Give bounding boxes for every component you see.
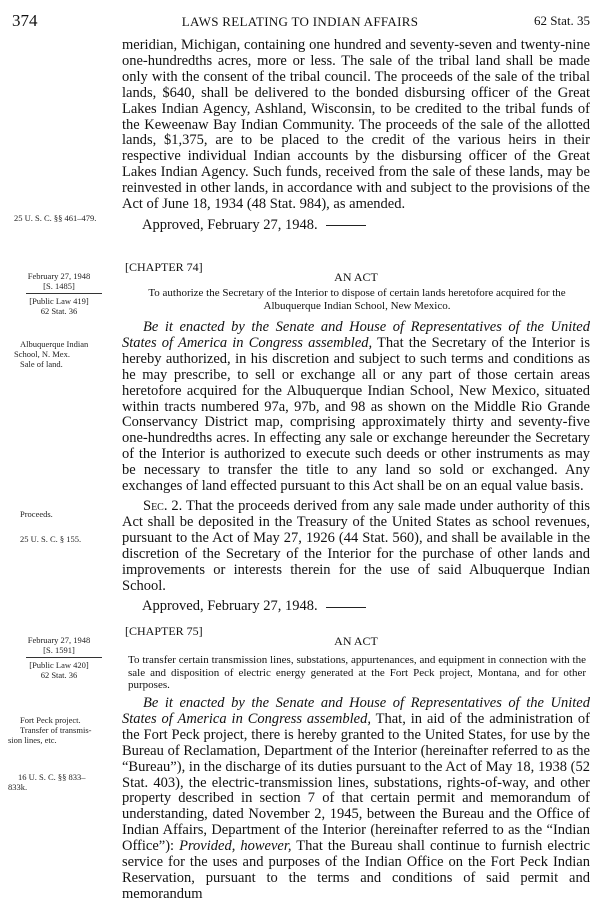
chapter-75-heading: [CHAPTER 75]	[125, 624, 203, 638]
approval-line	[122, 598, 590, 614]
chapter-74-body	[122, 320, 590, 614]
margin-date: February 27, 1948	[27, 271, 91, 281]
margin-divider	[26, 293, 102, 294]
approval-line	[122, 217, 590, 233]
act-purpose: To transfer certain transmission lines, substations, appurtenances, and equipment in connection with the sale and disposition of electric energy generated at the Fort Peck project, Montana, and for other purposes.	[128, 654, 586, 691]
margin-citation: 833k.	[8, 782, 28, 792]
divider-rule	[326, 607, 366, 608]
enacting-clause: Be it enacted by the Senate and House of Representatives of the United States of America in Congress assembled,	[122, 695, 590, 727]
margin-citation: 25 U. S. C. §§ 461–479.	[14, 213, 97, 223]
section-2-label: Sec. 2.	[143, 497, 183, 514]
enacting-clause: Be it enacted by the Senate and House of Representatives of the United States of America in Congress assembled,	[122, 319, 590, 351]
margin-statute: 62 Stat. 36	[40, 670, 78, 680]
section-2-paragraph	[122, 499, 590, 594]
margin-note: Albuquerque Indian	[20, 339, 89, 349]
an-act-heading: AN ACT	[334, 270, 378, 284]
margin-note: Transfer of transmis-	[20, 725, 92, 735]
margin-note: sion lines, etc.	[8, 735, 57, 745]
margin-date: February 27, 1948	[27, 635, 91, 645]
an-act-heading: AN ACT	[334, 634, 378, 648]
margin-note: Fort Peck project.	[20, 715, 81, 725]
statute-reference: 62 Stat. 35	[534, 13, 590, 28]
section-1-text-continued: That the Bureau shall continue to furnish electric service for the uses and purposes of the Indian Office on the Fort Peck Indian Reservation, pursuant to the terms and conditions of said permit and memorandum	[122, 838, 590, 902]
margin-note: School, N. Mex.	[14, 349, 70, 359]
chapter-74-heading: [CHAPTER 74]	[125, 260, 203, 274]
margin-citation: 16 U. S. C. §§ 833–	[18, 772, 86, 782]
proviso: Provided, however,	[179, 838, 292, 855]
margin-note-proceeds: Proceeds.	[20, 509, 53, 519]
page-header	[10, 11, 590, 31]
running-title: LAWS RELATING TO INDIAN AFFAIRS	[181, 14, 419, 29]
act-purpose: To authorize the Secretary of the Interior to dispose of certain lands heretofore acquired for the Albuquerque Indian School, New Mexico.	[148, 287, 566, 312]
margin-bill-number: [S. 1591]	[43, 645, 75, 655]
continued-text-block	[122, 38, 590, 233]
approval-text: Approved, February 27, 1948.	[142, 598, 318, 615]
margin-citation: 25 U. S. C. § 155.	[20, 534, 82, 544]
section-2-text: That the proceeds derived from any sale made under authority of this Act shall be deposited in the Treasury of the United States as school revenues, pursuant to the Act of May 27, 1926 (44 Stat. 560), and shall be available in the discretion of the Secretary of the Interior for the purchase of other lands and improvements or interests therein for the use of said Albuquerque Indian School.	[122, 497, 590, 594]
margin-note: Sale of land.	[20, 359, 63, 369]
margin-public-law: [Public Law 419]	[29, 296, 89, 306]
page-number: 374	[12, 11, 38, 30]
divider-rule	[326, 225, 366, 226]
margin-bill-number: [S. 1485]	[43, 281, 75, 291]
approval-text: Approved, February 27, 1948.	[142, 216, 318, 233]
body-paragraph: meridian, Michigan, containing one hundred and seventy-seven and twenty-nine one-hundredths acres, more or less. The sale of the tribal land shall be made only with the consent of the tribal council. The proceeds of the sale of the tribal lands, $640, shall be delivered to the bonded disbursing officer of the Great Lakes Indian Agency, Ashland, Wisconsin, to be credited to the tribal funds of the Keweenaw Bay Indian Community. The proceeds of the sale of the allotted lands, $1,375, are to be placed to the credit of the various heirs in their respective individual Indian accounts by the disbursing officer of the Great Lakes Indian Agency. Such funds, received from the sale of these lands, may be reinvested in other lands, in accordance with and subject to the provisions of the Act of June 18, 1934 (48 Stat. 984), as amended.	[122, 37, 590, 213]
margin-divider	[26, 657, 102, 658]
margin-statute: 62 Stat. 36	[40, 306, 78, 316]
margin-public-law: [Public Law 420]	[29, 660, 89, 670]
enacting-paragraph	[122, 320, 590, 495]
section-1-text: That, in aid of the administration of the Fort Peck project, there is hereby granted to the United States, for use by the Bureau of Reclamation, Department of the Interior (hereinafter referred to as the “Bureau”), in the discharge of its duties pursuant to the Act of May 18, 1938 (52 Stat. 403), the electric-transmission lines, substations, rights-of-way, and other property described in section 7 of that certain permit and memorandum of understanding, dated November 2, 1945, between the Bureau and the Office of Indian Affairs, Department of the Interior (hereinafter referred to as the “Indian Office”):	[122, 710, 590, 855]
chapter-75-body	[122, 696, 590, 903]
section-1-text: That the Secretary of the Interior is hereby authorized, in his discretion and subject to such terms and conditions as he may prescribe, to sell or exchange all or any part of those certain areas heretofore acquired for the Albuquerque Indian School, New Mexico, situated within tracts numbered 97a, 97b, and 98 as shown on the Middle Rio Grande Conservancy District map, comprising approximately thirty and seventy-five one-hundredths acres. In effecting any sale or exchange hereunder the Secretary of the Interior is authorized to execute such deeds or other instruments as may be necessary to transfer the title to any land so sold or exchanged. Any exchanges of land effected pursuant to this Act shall be on an equal value basis.	[122, 334, 590, 495]
enacting-paragraph	[122, 696, 590, 903]
